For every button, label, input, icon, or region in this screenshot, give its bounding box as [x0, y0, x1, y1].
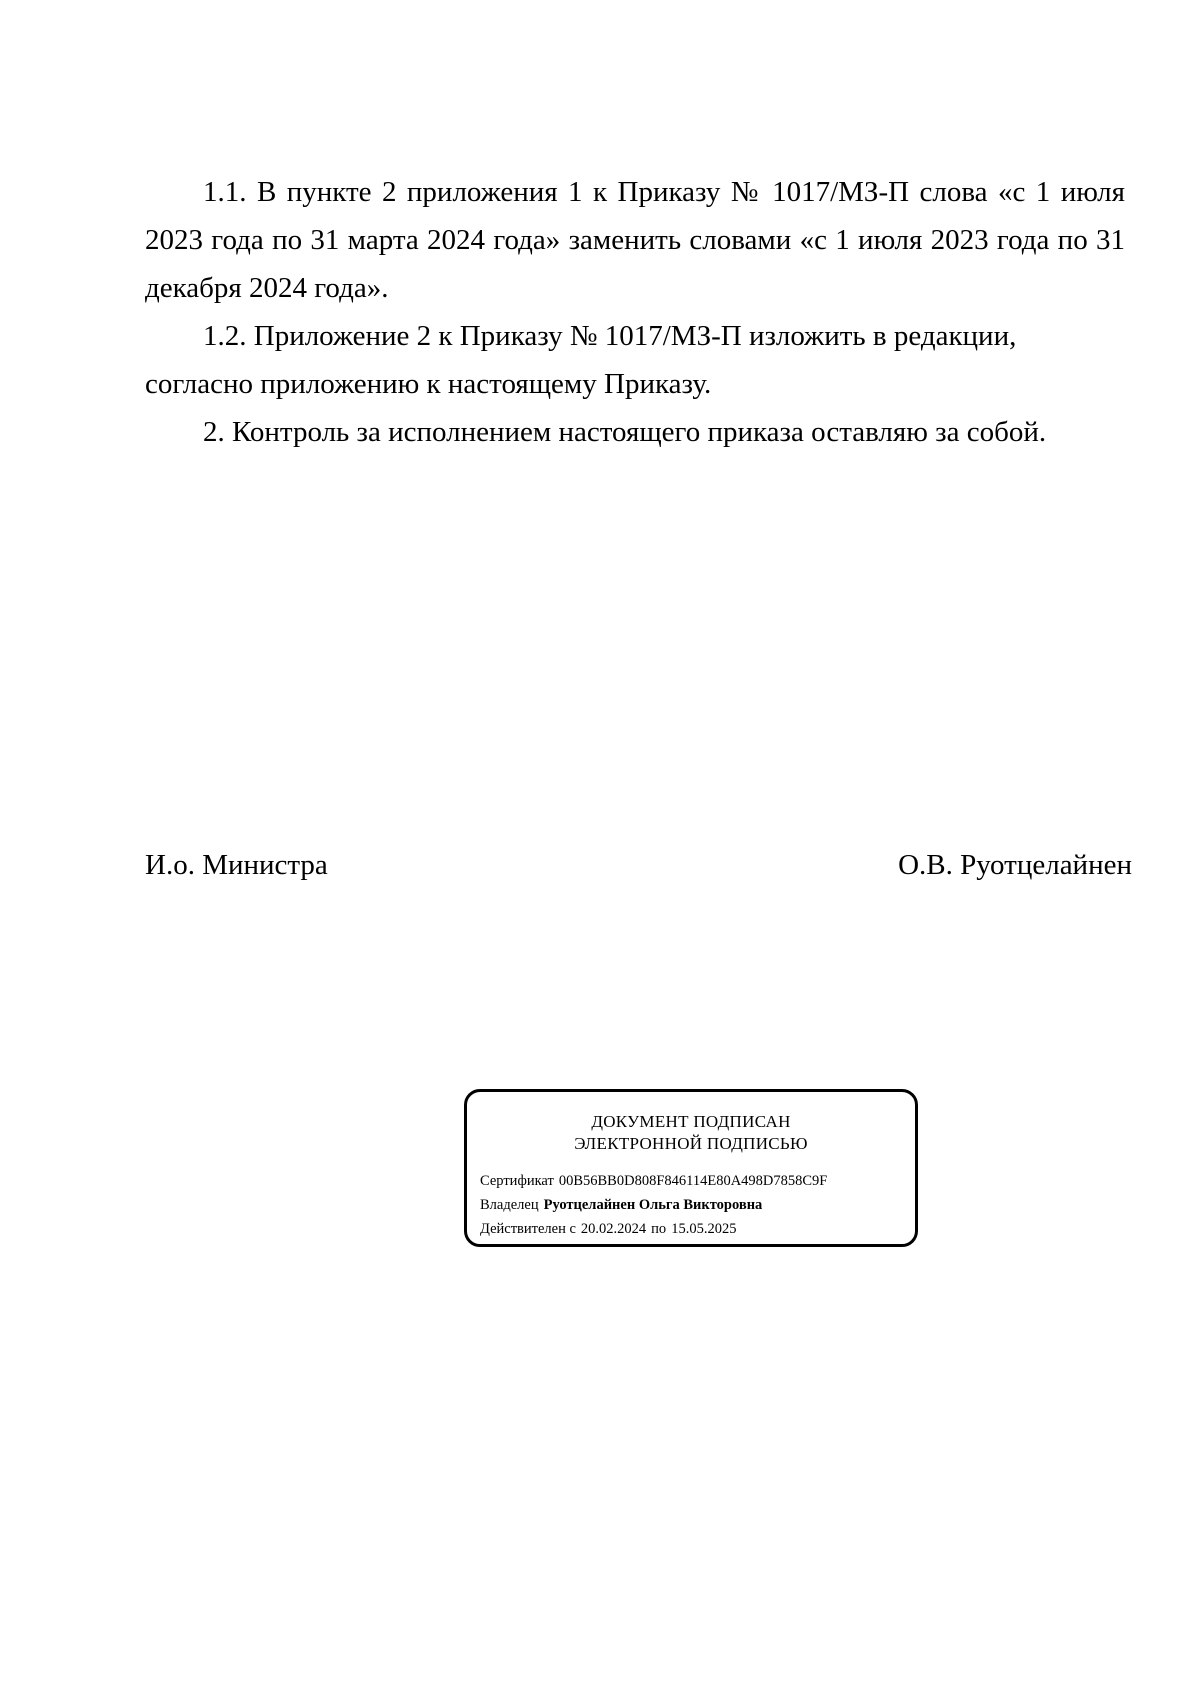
- signatory-position: И.о. Министра: [145, 849, 328, 881]
- document-body: [145, 168, 1125, 456]
- paragraph-1-2: 1.2. Приложение 2 к Приказу № 1017/МЗ-П изложить в редакции, согласно приложению к настоящему Приказу.: [145, 320, 1017, 400]
- certificate-value: 00B56BB0D808F846114E80A498D7858C9F: [558, 1173, 828, 1189]
- validity-line: [480, 1217, 827, 1241]
- electronic-signature-stamp: [464, 1089, 918, 1247]
- owner-line: [480, 1193, 827, 1217]
- validity-from: 20.02.2024: [580, 1221, 647, 1237]
- signatory-name: О.В. Руотцелайнен: [898, 849, 1132, 881]
- certificate-label: Сертификат: [480, 1173, 554, 1189]
- owner-value: Руотцелайнен Ольга Викторовна: [543, 1197, 763, 1213]
- validity-label: Действителен с: [480, 1221, 576, 1237]
- stamp-title-line-2: ЭЛЕКТРОННОЙ ПОДПИСЬЮ: [574, 1134, 808, 1153]
- stamp-details: [480, 1169, 827, 1241]
- stamp-title: [467, 1111, 915, 1155]
- certificate-line: [480, 1169, 827, 1193]
- paragraph-1-1: 1.1. В пункте 2 приложения 1 к Приказу № 1017/МЗ-П слова «с 1 июля 2023 года по 31 марта 2024 года» заменить словами «с 1 июля 2023 года по 31 декабря 2024 года».: [145, 176, 1125, 304]
- paragraph-2: 2. Контроль за исполнением настоящего приказа оставляю за собой.: [203, 416, 1047, 448]
- stamp-title-line-1: ДОКУМЕНТ ПОДПИСАН: [591, 1112, 791, 1131]
- owner-label: Владелец: [480, 1197, 539, 1213]
- validity-to: 15.05.2025: [671, 1221, 737, 1237]
- validity-to-label: по: [651, 1221, 667, 1237]
